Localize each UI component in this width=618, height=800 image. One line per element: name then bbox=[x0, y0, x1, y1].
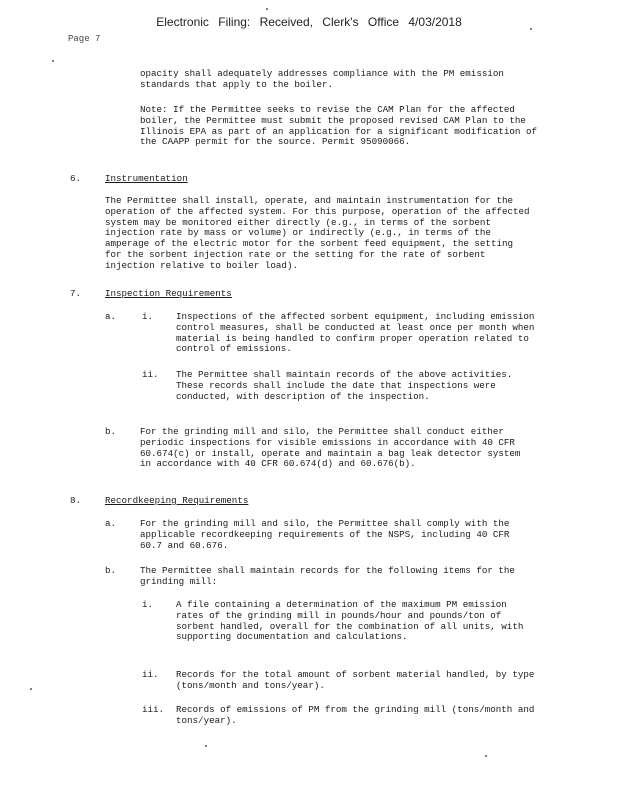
filing-stamp-header: Electronic Filing: Received, Clerk's Office 4/03/2018 bbox=[156, 15, 462, 29]
item-7a-ii bbox=[176, 370, 536, 402]
section-8-title: Recordkeeping Requirements bbox=[105, 495, 249, 506]
scan-speck bbox=[485, 755, 487, 757]
item-8b-text: The Permittee shall maintain records for the following items for the grinding mill: bbox=[140, 565, 521, 587]
item-8a bbox=[140, 519, 535, 551]
item-7b-text: For the grinding mill and silo, the Permittee shall conduct either periodic inspections for visible emissions in accordance with 40 CFR 60.674(c) or install, operate and maintain a bag leak detector system in accordance with 40 CFR 60.674(d) and 60.676(b). bbox=[140, 426, 526, 470]
item-8b-i bbox=[176, 600, 536, 643]
item-8b-ii bbox=[176, 669, 540, 692]
item-7a-label: a. bbox=[105, 311, 117, 322]
item-7a-ii-text: The Permittee shall maintain records of the above activities. These records shall include the date that inspections were conducted, with description of the inspection. bbox=[176, 369, 518, 402]
section-6-number: 6. bbox=[70, 173, 82, 184]
note-paragraph bbox=[140, 105, 550, 148]
section-7-title: Inspection Requirements bbox=[105, 288, 232, 299]
scan-speck bbox=[530, 28, 532, 30]
page-number: Page 7 bbox=[68, 34, 101, 44]
item-7a-ii-label: ii. bbox=[142, 369, 159, 380]
intro-paragraph bbox=[140, 69, 545, 91]
section-6-title: Instrumentation bbox=[105, 173, 188, 184]
item-7a-i bbox=[176, 311, 540, 355]
section-7-number: 7. bbox=[70, 288, 82, 299]
scan-speck bbox=[266, 8, 268, 10]
item-7a-i-text: Inspections of the affected sorbent equipment, including emission control measures, shall be conducted at least once per month when material is being handled to confirm proper operation related to control of emissions. bbox=[176, 311, 540, 355]
item-8b bbox=[140, 566, 535, 588]
section-6-text: The Permittee shall install, operate, and maintain instrumentation for the operation of the affected system. For this purpose, operation of the affected system may be monitored either directly (e.g., in terms of the sorbent injection rate by mass or volume) or indirectly (e.g., in terms of the amperage of the electric motor for the sorbent feed equipment, the setting for the sorbent injection rate or the setting for the rate of sorbent injection relative to boiler load). bbox=[105, 195, 536, 271]
note-text: Note: If the Permittee seeks to revise the CAM Plan for the affected boiler, the Permittee must submit the proposed revised CAM Plan to the Illinois EPA as part of an application for a significant modification of the CAAPP permit for the source. Permit 95090066. bbox=[140, 104, 543, 148]
item-7a-i-label: i. bbox=[142, 311, 154, 322]
item-8b-ii-text: Records for the total amount of sorbent material handled, by type (tons/month and tons/year). bbox=[176, 669, 540, 691]
item-8b-ii-label: ii. bbox=[142, 669, 159, 680]
item-8a-label: a. bbox=[105, 518, 117, 529]
item-8b-iii-label: iii. bbox=[142, 704, 165, 715]
section-6-body bbox=[105, 196, 535, 272]
item-8b-i-text: A file containing a determination of the maximum PM emission rates of the grinding mill in pounds/hour and pounds/ton of sorbent handled, overall for the combination of all units, with supporting documentation and calculations. bbox=[176, 599, 529, 643]
section-8-number: 8. bbox=[70, 495, 82, 506]
item-7b bbox=[140, 427, 535, 470]
scan-speck bbox=[52, 60, 54, 62]
scan-speck bbox=[205, 745, 207, 747]
item-8b-iii-text: Records of emissions of PM from the grinding mill (tons/month and tons/year). bbox=[176, 704, 540, 726]
item-8b-iii bbox=[176, 704, 540, 727]
intro-text: opacity shall adequately addresses compliance with the PM emission standards that apply to the boiler. bbox=[140, 68, 510, 90]
item-8a-text: For the grinding mill and silo, the Permittee shall comply with the applicable recordkeeping requirements of the NSPS, including 40 CFR 60.7 and 60.676. bbox=[140, 518, 515, 551]
item-7b-label: b. bbox=[105, 426, 117, 437]
item-8b-label: b. bbox=[105, 565, 117, 576]
scan-speck bbox=[30, 688, 32, 690]
item-8b-i-label: i. bbox=[142, 599, 154, 610]
